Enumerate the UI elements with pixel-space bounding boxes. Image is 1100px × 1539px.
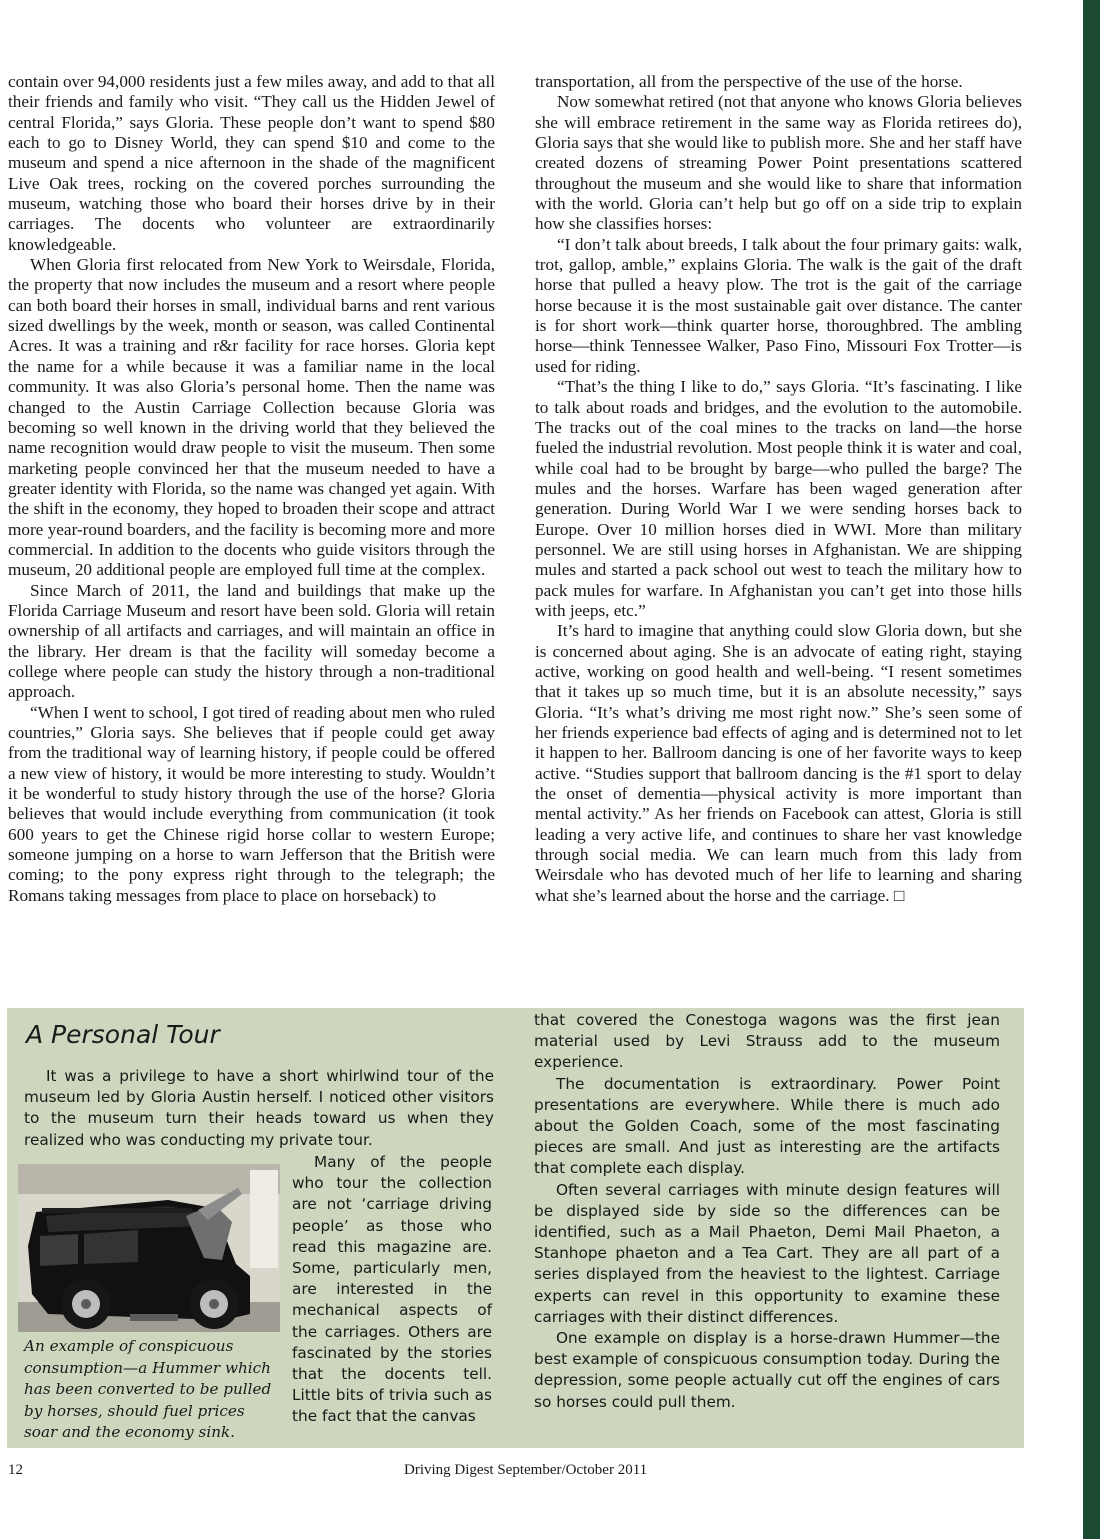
article-paragraph: transportation, all from the perspective of the use of the horse. <box>535 72 963 91</box>
sidebar-paragraph: Often several carriages with minute design features will be displayed side by side so the differences can be identified, such as a Mail Phaeton, Demi Mail Phaeton, a Stanhope phaeton and a Tea Cart. They are all part of a series displayed from the heaviest to the lightest. Carriage experts can revel in this opportunity to examine these carriages with their distinct differences. <box>534 1180 1000 1326</box>
article-paragraph: “I don’t talk about breeds, I talk about the four primary gaits: walk, trot, gallop, amble,” explains Gloria. The walk is the gait of the draft horse that pulled a heavy plow. The trot is the gait of the carriage horse because it is the most sustainable gait over distance. The canter is for short work—think quarter horse, thoroughbred. The ambling horse—think Tennessee Walker, Paso Fino, Missouri Fox Trotter—is used for riding. <box>535 234 1022 376</box>
hummer-carriage-photo <box>18 1164 280 1332</box>
page-edge-bar <box>1083 0 1100 1539</box>
article-paragraph: When Gloria first relocated from New York to Weirsdale, Florida, the property that now includes the museum and a resort where people can both board their horses in small, individual barns and rent various sized dwellings by the week, month or season, was called Continental Acres. It was a training and r&r facility for race horses. Gloria kept the name for a while because it was a familiar name in the local community. It was also Gloria’s personal home. Then the name was changed to the Austin Carriage Collection because Gloria was becoming so well known in the driving world that they believed the name recognition would draw people to visit the museum. Then some marketing people convinced her that the museum needed to have a greater identity with Florida, so the name was changed yet again. With the shift in the economy, they hoped to broaden their scope and attract more year-round boarders, and the facility is becoming more and more commercial. In addition to the docents who guide visitors through the museum, 20 additional people are employed full time at the complex. <box>8 255 495 580</box>
article-paragraph: Now somewhat retired (not that anyone who knows Gloria believes she will embrace retirement in the same way as Florida retirees do), Gloria says that she would like to publish more. She and her staff have created dozens of streaming Power Point presentations scattered throughout the museum and she would like to share that information with the world. Gloria can’t help but go off on a side trip to explain how she classifies horses: <box>535 92 1022 234</box>
sidebar-right-column <box>534 1010 1000 1413</box>
sidebar-paragraph: The documentation is extraordinary. Power Point presentations are everywhere. While there is much ado about the Golden Coach, some of the most fascinating pieces are small. And just as interesting are the artifacts that complete each display. <box>534 1074 1000 1178</box>
photo-caption: An example of conspicuous consumption—a Hummer which has been converted to be pulled by horses, should fuel prices soar and the economy sink. <box>24 1337 272 1441</box>
article-left-column <box>8 72 495 906</box>
sidebar-intro <box>24 1066 494 1151</box>
hummer-photo-illustration <box>18 1164 280 1332</box>
publication-footer: Driving Digest September/October 2011 <box>404 1462 648 1478</box>
article-paragraph: contain over 94,000 residents just a few miles away, and add to that all their friends and family who visit. “They call us the Hidden Jewel of central Florida,” says Gloria. These people don’t want to spend $80 each to go to Disney World, they can spend $10 and come to the museum and spend a nice afternoon in the shade of the magnificent Live Oak trees, rocking on the covered porches surrounding the museum, watching those who board their horses drive by in their carriages. The docents who volunteer are extraordinarily knowledgeable. <box>8 72 495 254</box>
sidebar-paragraph: that covered the Conestoga wagons was the first jean material used by Levi Strauss add to the museum experience. <box>534 1011 1000 1072</box>
sidebar-paragraph: It was a privilege to have a short whirlwind tour of the museum led by Gloria Austin herself. I noticed other visitors to the museum turn their heads toward us when they realized who was conducting my private tour. <box>24 1067 494 1149</box>
article-paragraph: “When I went to school, I got tired of reading about men who ruled countries,” Gloria says. She believes that if people could get away from the traditional way of learning history, if people could be offered a new view of history, it would be more interesting to study. Wouldn’t it be wonderful to study history through the use of the horse? Gloria believes that would include everything from communication (it took 600 years to get the Chinese rigid horse collar to western Europe; someone jumping on a horse to warn Jefferson that the British were coming; to the pony express right through to the telegraph; the Romans taking messages from place to place on horseback) to <box>8 702 495 905</box>
article-right-column <box>535 72 1022 906</box>
sidebar-paragraph: One example on display is a horse-drawn Hummer—the best example of conspicuous consumption today. During the depression, some people actually cut off the engines of cars so horses could pull them. <box>534 1329 1000 1411</box>
article-paragraph: It’s hard to imagine that anything could slow Gloria down, but she is concerned about aging. She is an advocate of eating right, staying active, working on good health and well-being. “I resent sometimes that it takes up so much time, but it is an absolute necessity,” says Gloria. “It’s what’s driving me most right now.” She’s seen some of her friends experience bad effects of aging and is determined not to let it happen to her. Ballroom dancing is one of her favorite ways to keep active. “Studies support that ballroom dancing is the #1 sport to delay the onset of dementia—physical activity is more important than mental activity.” As her friends on Facebook can attest, Gloria is still leading a very active life, and continues to share her vast knowledge through social media. We can learn much from this lady from Weirsdale who has devoted much of her life to learning and sharing what she’s learned about the horse and the carriage. □ <box>535 621 1022 905</box>
personal-tour-sidebar <box>7 1008 1024 1448</box>
sidebar-title: A Personal Tour <box>26 1020 220 1049</box>
article-paragraph: Since March of 2011, the land and buildings that make up the Florida Carriage Museum and resort have been sold. Gloria will retain ownership of all artifacts and carriages, and will maintain an office in the library. Her dream is that the facility will someday become a college where people can study the history through a non-traditional approach. <box>8 580 495 702</box>
page-number: 12 <box>8 1462 23 1478</box>
sidebar-paragraph: Many of the people who tour the collection are not ‘carriage driving people’ as those who read this magazine are. Some, particularly men, are interested in the mechanical aspects of the carriages. Others are fascinated by the stories that the docents tell. Little bits of trivia such as the fact that the canvas <box>292 1153 492 1426</box>
sidebar-narrow-column <box>292 1152 492 1428</box>
article-paragraph: “That’s the thing I like to do,” says Gloria. “It’s fascinating. I like to talk about roads and bridges, and the evolution to the automobile. The tracks out of the coal mines to the tracks on land—the horse fueled the industrial revolution. Most people think it is water and coal, while coal had to be brought by barge—who pulled the barge? The mules and the horses. Warfare has been waged generation after generation. During World War I we were sending horses back to Europe. Over 10 million horses died in WWI. More than military personnel. We are still using horses in Afghanistan. We are shipping mules and started a pack school out west to teach the military how to pack mules for warfare. In Afghanistan you can’t get into those hills with jeeps, etc.” <box>535 377 1022 620</box>
